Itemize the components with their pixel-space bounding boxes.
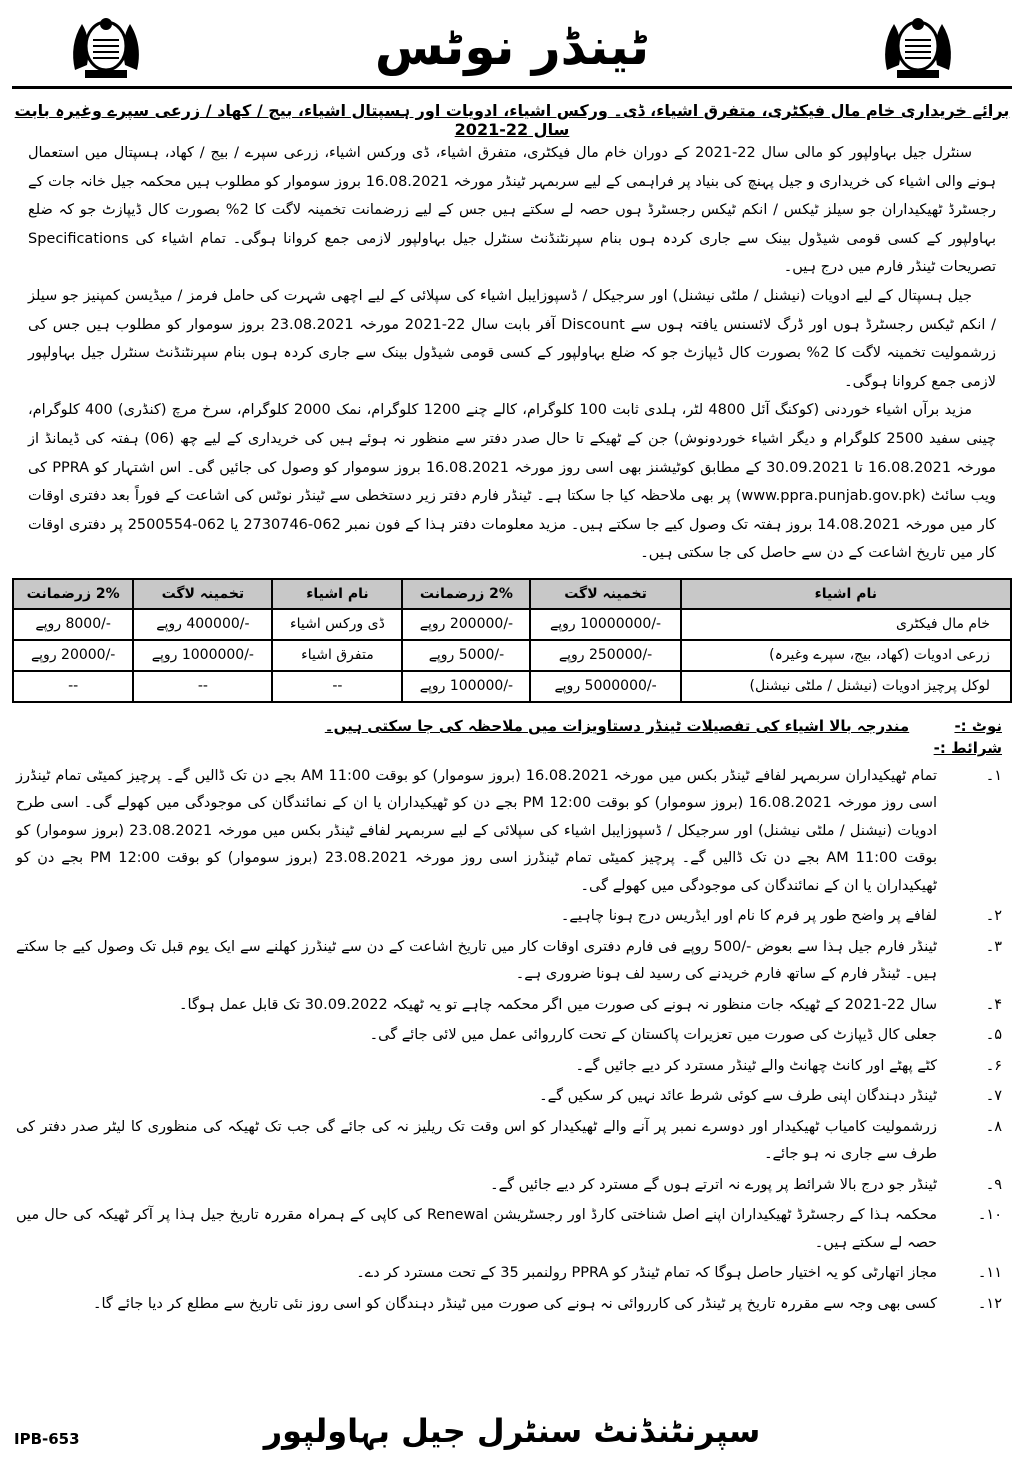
header: [12, 8, 1012, 89]
tender-notice-page: [12, 8, 1012, 1456]
list-item: [12, 903, 1012, 931]
table-cell: -/5000000 روپے: [530, 671, 680, 702]
term-number: ۱۲۔: [977, 1295, 1002, 1312]
table-cell: ڈی ورکس اشیاء: [272, 609, 402, 640]
term-text: کسی بھی وجہ سے مقررہ تاریخ پر ٹینڈر کی کارروائی نہ ہونے کی صورت میں ٹینڈر دہندگان کو اسی روز نئی تاریخ سے مطلع کر دیا جائے گا۔: [92, 1295, 937, 1312]
term-text: ٹینڈر جو درج بالا شرائط پر پورے نہ اترتے ہوں گے مسترد کر دیے جائیں گے۔: [490, 1176, 937, 1193]
term-number: ۲۔: [985, 908, 1002, 925]
table-row: [13, 609, 1011, 640]
list-item: [12, 992, 1012, 1020]
table-row: [13, 640, 1011, 671]
intro-paragraph: مزید برآں اشیاء خوردنی (کوکنگ آئل 4800 لٹر، ہلدی ثابت 100 کلوگرام، کالے چنے 1200 کلوگرام، نمک 2000 کلوگرام، سرخ مرچ (کنڈری) 400 کلوگرام، چینی سفید 2500 کلوگرام و دیگر اشیاء خوردونوش) جن کے ٹھیکے تا حال صدر دفتر سے منظور نہ ہوئے ہیں کی خریداری کے لیے چھ (06) ہفتہ کی ڈیمانڈ از مورخہ 16.08.2021 تا 30.09.2021 کے مطابق کوٹیشنز بھی اسی روز مورخہ 16.08.2021 بروز سوموار کو وصول کی جائیں گی۔ اس اشتہار کو PPRA کی ویب سائٹ (www.ppra.punjab.gov.pk) پر بھی ملاحظہ کیا جا سکتا ہے۔ ٹینڈر فارم دفتر زیر دستخطی سے ٹینڈر نوٹس کی اشاعت کے فوراً بعد دفتری اوقات کار میں مورخہ 14.08.2021 بروز ہفتہ تک وصول کیے جا سکتے ہیں۔ مزید معلومات دفتر ہذا کے فون نمبر 062-2730746 یا 062-2500554 پر دفتری اوقات کار میں تاریخ اشاعت کے دن سے حاصل کی جا سکتی ہیں۔: [28, 402, 997, 562]
term-number: ۴۔: [985, 996, 1002, 1013]
list-item: [12, 1022, 1012, 1050]
term-number: ۱۱۔: [977, 1265, 1002, 1282]
page-title: ٹینڈر نوٹس: [374, 18, 650, 76]
table-cell: -/400000 روپے: [133, 609, 272, 640]
terms-heading: شرائط :-: [933, 738, 1002, 757]
list-item: [12, 1083, 1012, 1111]
table-row: [13, 671, 1011, 702]
column-header: تخمینہ لاگت: [530, 579, 680, 609]
ipb-code: IPB-653: [14, 1430, 80, 1448]
term-text: ٹینڈر فارم جیل ہذا سے بعوض -/500 روپے فی فارم دفتری اوقات کار میں تاریخ اشاعت کے دن سے ٹینڈرز کھلنے سے ایک یوم قبل تک وصول کیے جا سکتے ہیں۔ ٹینڈر فارم کے ساتھ فارم خریدنے کی رسید لف ہونا ضروری ہے۔: [16, 938, 937, 983]
signatory: سپرنٹنڈنٹ سنٹرل جیل بہاولپور: [263, 1412, 761, 1450]
term-text: جعلی کال ڈیپازٹ کی صورت میں تعزیرات پاکستان کے تحت کارروائی عمل میں لائی جائے گی۔: [369, 1027, 937, 1044]
term-number: ۵۔: [985, 1027, 1002, 1044]
column-header: تخمینہ لاگت: [133, 579, 272, 609]
term-number: ۹۔: [985, 1176, 1002, 1193]
term-text: کٹے پھٹے اور کانٹ چھانٹ والے ٹینڈر مسترد کر دیے جائیں گے۔: [575, 1057, 937, 1074]
note: [12, 717, 1012, 735]
term-text: ٹینڈر دہندگان اپنی طرف سے کوئی شرط عائد نہیں کر سکیں گے۔: [539, 1088, 937, 1105]
intro-paragraph: سنٹرل جیل بہاولپور کو مالی سال 22-2021 کے دوران خام مال فیکٹری، متفرق اشیاء، ڈی ورکس اشیاء، زرعی سپرے / بیج / کھاد، ہسپتال میں استعمال ہونے والی اشیاء کی خریداری و جیل پہنچ کی بنیاد پر فراہمی کے لیے سربمہر ٹینڈر مورخہ 16.08.2021 بروز سوموار کو مطلوب ہیں محکمہ جیل خانہ جات کے رجسٹرڈ ٹھیکیداران جو سیلز ٹیکس / انکم ٹیکس رجسٹرڈ ہوں حصہ لے سکتے ہیں جس کے لیے زرضمانت تخمینہ لاگت کا 2% بصورت کال ڈیپازٹ جو کہ ضلع بہاولپور کے کسی قومی شیڈول بینک سے جاری کردہ ہوں بنام سپرنٹنڈنٹ سنٹرل جیل بہاولپور لازمی جمع کروانا ہوگی۔ تمام اشیاء کی Specifications تصریحات ٹینڈر فارم میں درج ہیں۔: [28, 145, 996, 276]
term-number: ۱۰۔: [977, 1207, 1002, 1224]
list-item: [12, 1172, 1012, 1200]
footer: [12, 1406, 1012, 1456]
term-text: زرشمولیت کامیاب ٹھیکیدار اور دوسرے نمبر پر آنے والے ٹھیکیدار کو اس وقت تک ریلیز نہ کی جائے گی جب تک ٹھیکہ کی منظوری کا لیٹر صدر دفتر کی طرف سے جاری نہ ہو جائے۔: [16, 1118, 937, 1163]
list-item: [12, 1260, 1012, 1288]
column-header: 2% زرضمانت: [13, 579, 133, 609]
term-text: مجاز اتھارٹی کو یہ اختیار حاصل ہوگا کہ تمام ٹینڈر کو PPRA رولنمبر 35 کے تحت مسترد کر دے۔: [356, 1265, 937, 1282]
term-number: ۷۔: [985, 1088, 1002, 1105]
column-header: 2% زرضمانت: [402, 579, 530, 609]
column-header: نام اشیاء: [681, 579, 1011, 609]
notice-subtitle: برائے خریداری خام مال فیکٹری، متفرق اشیاء، ڈی۔ ورکس اشیاء، ادویات اور ہسپتال اشیاء، بیج / کھاد / زرعی سپرے وغیرہ بابت سال 22-2021: [14, 101, 1010, 139]
list-item: [12, 1202, 1012, 1257]
table-cell: لوکل پرچیز ادویات (نیشنل / ملٹی نیشنل): [681, 671, 1011, 702]
table-cell: --: [133, 671, 272, 702]
table-cell: --: [272, 671, 402, 702]
list-item: [12, 1053, 1012, 1081]
term-text: سال 22-2021 کے ٹھیکہ جات منظور نہ ہونے کی صورت میں اگر محکمہ چاہے تو یہ ٹھیکہ 30.09.2022 تک قابل عمل ہوگا۔: [179, 996, 937, 1013]
list-item: [12, 1291, 1012, 1319]
list-item: [12, 763, 1012, 901]
term-number: ۸۔: [985, 1118, 1002, 1135]
term-text: محکمہ ہذا کے رجسٹرڈ ٹھیکیداران اپنے اصل شناختی کارڈ اور رجسٹریشن Renewal کی کاپی کے ہمراہ مقررہ تاریخ جیل ہذا پر آکر ٹھیکہ کی حال میں حصہ لے سکتے ہیں۔: [16, 1207, 937, 1251]
term-number: ۳۔: [985, 938, 1002, 955]
punjab-emblem-icon: [879, 10, 957, 80]
items-table: [12, 578, 1012, 703]
note-label: نوٹ :-: [954, 716, 1002, 735]
table-cell: -/1000000 روپے: [133, 640, 272, 671]
table-header-row: [13, 579, 1011, 609]
term-text: لفافے پر واضح طور پر فرم کا نام اور ایڈریس درج ہونا چاہیے۔: [560, 908, 937, 925]
table-cell: -/20000 روپے: [13, 640, 133, 671]
term-number: ۶۔: [985, 1057, 1002, 1074]
table-cell: -/250000 روپے: [530, 640, 680, 671]
intro-text: [12, 139, 1012, 568]
list-item: [12, 1114, 1012, 1169]
column-header: نام اشیاء: [272, 579, 402, 609]
note-text: مندرجہ بالا اشیاء کی تفصیلات ٹینڈر دستاویزات میں ملاحظہ کی جا سکتی ہیں۔: [324, 716, 910, 735]
table-cell: -/10000000 روپے: [530, 609, 680, 640]
list-item: [12, 934, 1012, 989]
table-cell: متفرق اشیاء: [272, 640, 402, 671]
term-number: ۱۔: [985, 767, 1002, 784]
intro-paragraph: جیل ہسپتال کے لیے ادویات (نیشنل / ملٹی نیشنل) اور سرجیکل / ڈسپوزایبل اشیاء کی سپلائی کے لیے اچھی شہرت کی حامل فرمز / میڈیسن کمپنیز جو سیلز / انکم ٹیکس رجسٹرڈ ہوں اور ڈرگ لائسنس یافتہ ہوں سے Discount آفر بابت سال 22-2021 مورخہ 23.08.2021 بروز سوموار کو مطلوب ہیں جس کی زرشمولیت تخمینہ لاگت کا 2% بصورت کال ڈیپازٹ جو کہ ضلع بہاولپور کے کسی قومی شیڈول بینک سے جاری کردہ ہوں بنام سپرنٹنڈنٹ سنٹرل جیل بہاولپور لازمی جمع کروانا ہوگی۔: [28, 287, 997, 390]
table-cell: -/200000 روپے: [402, 609, 530, 640]
table-cell: -/8000 روپے: [13, 609, 133, 640]
term-text: تمام ٹھیکیداران سربمہر لفافے ٹینڈر بکس میں مورخہ 16.08.2021 (بروز سوموار) کو بوقت 11:00 AM بجے دن تک ڈالیں گے۔ پرچیز کمیٹی تمام ٹینڈرز اسی روز مورخہ 16.08.2021 (بروز سوموار) کو بوقت 12:00 PM بجے دن کو ٹھیکیداران یا ان کے نمائندگان کی موجودگی میں کھولے گی۔ اسی طرح ادویات (نیشنل / ملٹی نیشنل) اور سرجیکل / ڈسپوزایبل اشیاء کی سپلائی کے لیے سربمہر لفافے ٹینڈر بکس میں مورخہ 23.08.2021 (بروز سوموار) کو بوقت 11:00 AM بجے دن تک ڈالیں گے۔ پرچیز کمیٹی تمام ٹینڈرز اسی روز مورخہ 23.08.2021 (بروز سوموار) کو بوقت 12:00 PM بجے دن کو ٹھیکیداران یا ان کے نمائندگان کی موجودگی میں کھولے گی۔: [16, 767, 938, 894]
terms-list: [12, 763, 1012, 1319]
table-cell: خام مال فیکٹری: [681, 609, 1011, 640]
table-cell: -/100000 روپے: [402, 671, 530, 702]
table-cell: --: [13, 671, 133, 702]
table-cell: زرعی ادویات (کھاد، بیج، سپرے وغیرہ): [681, 640, 1011, 671]
table-cell: -/5000 روپے: [402, 640, 530, 671]
